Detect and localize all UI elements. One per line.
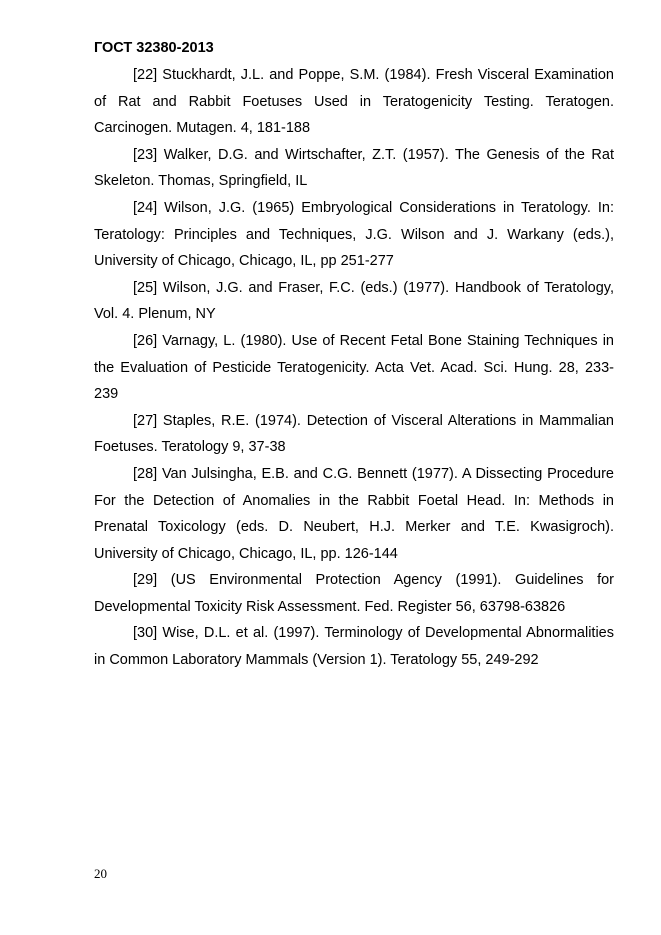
reference-item: [22] Stuckhardt, J.L. and Poppe, S.M. (1984). Fresh Visceral Examination of Rat and Rabbit Foetuses Used in Teratogenicity Testing. Teratogen. Carcinogen. Mutagen. 4, 181-188: [94, 67, 614, 137]
reference-list: [94, 62, 614, 674]
reference-item: [24] Wilson, J.G. (1965) Embryological Considerations in Teratology. In: Teratology: Principles and Techniques, J.G. Wilson and J. Warkany (eds.), University of Chicago, Chicago, IL, pp 251-277: [94, 199, 614, 270]
reference-item: [28] Van Julsingha, E.B. and C.G. Bennett (1977). A Dissecting Procedure For the Detection of Anomalies in the Rabbit Foetal Head. In: Methods in Prenatal Toxicology (eds. D. Neubert, H.J. Merker and T.E. Kwasigroch). University of Chicago, Chicago, IL, pp. 126-144: [94, 465, 614, 562]
reference-item: [23] Walker, D.G. and Wirtschafter, Z.T. (1957). The Genesis of the Rat Skeleton. Thomas, Springfield, IL: [94, 146, 614, 190]
reference-item: [29] (US Environmental Protection Agency (1991). Guidelines for Developmental Toxicity Risk Assessment. Fed. Register 56, 63798-63826: [94, 572, 614, 615]
reference-item: [26] Varnagy, L. (1980). Use of Recent Fetal Bone Staining Techniques in the Evaluation of Pesticide Teratogenicity. Acta Vet. Acad. Sci. Hung. 28, 233-239: [94, 332, 614, 403]
document-header: ГОСТ 32380-2013: [94, 40, 214, 56]
reference-item: [30] Wise, D.L. et al. (1997). Terminology of Developmental Abnormalities in Common Laboratory Mammals (Version 1). Teratology 55, 249-292: [94, 625, 614, 669]
reference-item: [25] Wilson, J.G. and Fraser, F.C. (eds.) (1977). Handbook of Teratology, Vol. 4. Plenum, NY: [94, 279, 614, 323]
page-number: 20: [94, 866, 107, 881]
reference-item: [27] Staples, R.E. (1974). Detection of Visceral Alterations in Mammalian Foetuses. Teratology 9, 37-38: [94, 412, 614, 456]
